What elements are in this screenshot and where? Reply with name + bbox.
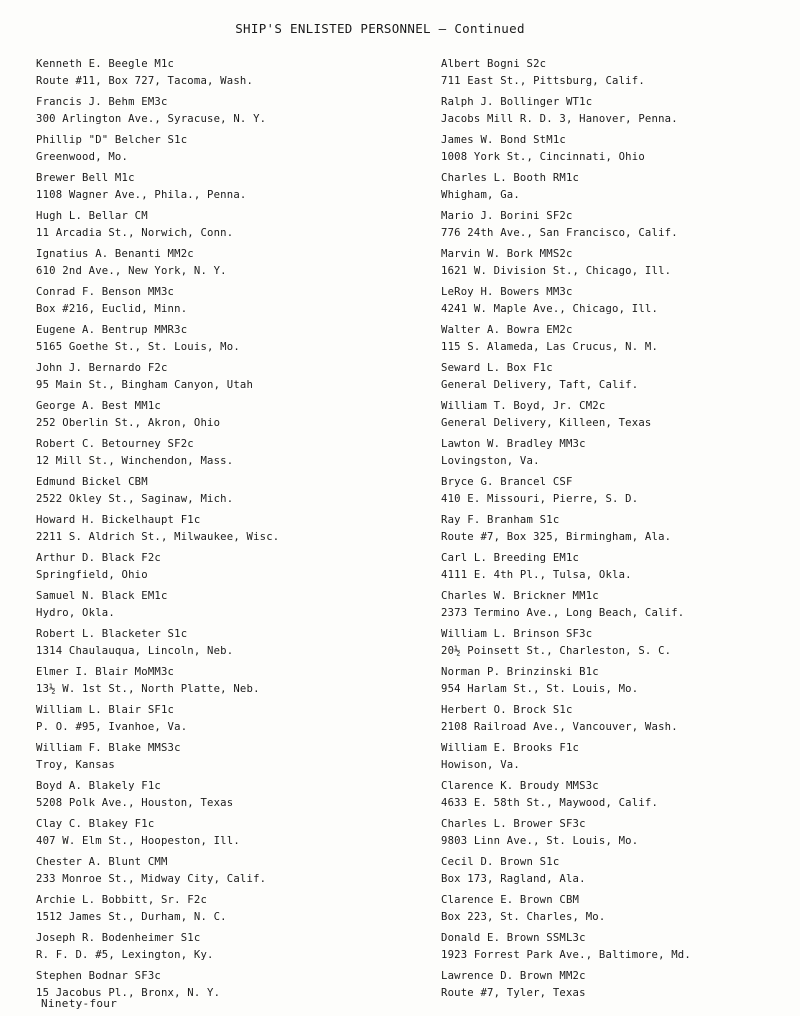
personnel-name: William E. Brooks F1c [441, 742, 580, 754]
personnel-entry [36, 436, 416, 470]
personnel-entry [441, 360, 800, 394]
personnel-entry [36, 740, 416, 774]
personnel-name: William F. Blake MMS3c [36, 742, 181, 754]
personnel-entry [441, 968, 800, 1002]
personnel-address: Troy, Kansas [36, 759, 115, 771]
personnel-name: Marvin W. Bork MMS2c [441, 248, 573, 260]
personnel-entry [441, 740, 800, 774]
personnel-address: 1108 Wagner Ave., Phila., Penna. [36, 189, 247, 201]
personnel-address: R. F. D. #5, Lexington, Ky. [36, 949, 214, 961]
personnel-address: 4633 E. 58th St., Maywood, Calif. [441, 797, 659, 809]
personnel-address: Box #216, Euclid, Minn. [36, 303, 188, 315]
personnel-entry [441, 398, 800, 432]
personnel-address: 2522 Okley St., Saginaw, Mich. [36, 493, 234, 505]
personnel-name: Albert Bogni S2c [441, 58, 547, 70]
personnel-address: 776 24th Ave., San Francisco, Calif. [441, 227, 678, 239]
personnel-address: 5208 Polk Ave., Houston, Texas [36, 797, 234, 809]
personnel-name: Howard H. Bickelhaupt F1c [36, 514, 201, 526]
personnel-name: Cecil D. Brown S1c [441, 856, 560, 868]
left-column [36, 56, 416, 1006]
personnel-entry [441, 284, 800, 318]
personnel-address: General Delivery, Killeen, Texas [441, 417, 652, 429]
personnel-entry [441, 132, 800, 166]
personnel-entry [441, 474, 800, 508]
personnel-address: Hydro, Okla. [36, 607, 115, 619]
personnel-address: 610 2nd Ave., New York, N. Y. [36, 265, 227, 277]
personnel-entry [36, 322, 416, 356]
personnel-address: 1923 Forrest Park Ave., Baltimore, Md. [441, 949, 691, 961]
personnel-address: 13½ W. 1st St., North Platte, Neb. [36, 683, 260, 695]
personnel-entry [441, 930, 800, 964]
personnel-entry [441, 208, 800, 242]
personnel-address: Lovingston, Va. [441, 455, 540, 467]
personnel-entry [36, 474, 416, 508]
personnel-entry [441, 94, 800, 128]
personnel-name: William T. Boyd, Jr. CM2c [441, 400, 606, 412]
personnel-name: Phillip "D" Belcher S1c [36, 134, 188, 146]
personnel-name: Clarence E. Brown CBM [441, 894, 580, 906]
personnel-address: 1621 W. Division St., Chicago, Ill. [441, 265, 672, 277]
personnel-address: General Delivery, Taft, Calif. [441, 379, 639, 391]
personnel-address: Howison, Va. [441, 759, 520, 771]
personnel-address: 300 Arlington Ave., Syracuse, N. Y. [36, 113, 267, 125]
personnel-name: Norman P. Brinzinski B1c [441, 666, 599, 678]
personnel-name: Charles W. Brickner MM1c [441, 590, 599, 602]
personnel-entry [36, 550, 416, 584]
personnel-address: 2108 Railroad Ave., Vancouver, Wash. [441, 721, 678, 733]
personnel-name: Elmer I. Blair MoMM3c [36, 666, 175, 678]
personnel-entry [36, 246, 416, 280]
personnel-address: 1008 York St., Cincinnati, Ohio [441, 151, 645, 163]
personnel-name: Charles L. Booth RM1c [441, 172, 580, 184]
personnel-address: 95 Main St., Bingham Canyon, Utah [36, 379, 254, 391]
personnel-address: 410 E. Missouri, Pierre, S. D. [441, 493, 639, 505]
personnel-address: 115 S. Alameda, Las Crucus, N. M. [441, 341, 659, 353]
personnel-entry [36, 132, 416, 166]
personnel-entry [36, 930, 416, 964]
personnel-address: 711 East St., Pittsburg, Calif. [441, 75, 645, 87]
personnel-address: 4241 W. Maple Ave., Chicago, Ill. [441, 303, 659, 315]
personnel-name: Robert L. Blacketer S1c [36, 628, 188, 640]
personnel-address: Route #7, Tyler, Texas [441, 987, 586, 999]
personnel-address: 12 Mill St., Winchendon, Mass. [36, 455, 234, 467]
personnel-entry [36, 398, 416, 432]
personnel-entry [36, 94, 416, 128]
personnel-entry [36, 360, 416, 394]
personnel-address: 1512 James St., Durham, N. C. [36, 911, 227, 923]
personnel-address: 4111 E. 4th Pl., Tulsa, Okla. [441, 569, 632, 581]
personnel-entry [441, 512, 800, 546]
personnel-address: 2373 Termino Ave., Long Beach, Calif. [441, 607, 685, 619]
personnel-entry [441, 246, 800, 280]
personnel-name: William L. Blair SF1c [36, 704, 175, 716]
personnel-address: 15 Jacobus Pl., Bronx, N. Y. [36, 987, 221, 999]
personnel-address: 407 W. Elm St., Hoopeston, Ill. [36, 835, 240, 847]
personnel-address: Springfield, Ohio [36, 569, 148, 581]
personnel-name: Brewer Bell M1c [36, 172, 135, 184]
personnel-name: George A. Best MM1c [36, 400, 161, 412]
personnel-name: Donald E. Brown SSML3c [441, 932, 586, 944]
personnel-entry [36, 664, 416, 698]
personnel-name: Robert C. Betourney SF2c [36, 438, 194, 450]
personnel-address: P. O. #95, Ivanhoe, Va. [36, 721, 188, 733]
personnel-entry [441, 854, 800, 888]
personnel-name: Ray F. Branham S1c [441, 514, 560, 526]
personnel-name: Joseph R. Bodenheimer S1c [36, 932, 201, 944]
personnel-entry [441, 170, 800, 204]
personnel-name: Lawton W. Bradley MM3c [441, 438, 586, 450]
personnel-name: Chester A. Blunt CMM [36, 856, 168, 868]
personnel-name: William L. Brinson SF3c [441, 628, 593, 640]
personnel-entry [441, 322, 800, 356]
personnel-name: Bryce G. Brancel CSF [441, 476, 573, 488]
personnel-name: Clay C. Blakey F1c [36, 818, 155, 830]
personnel-name: Carl L. Breeding EM1c [441, 552, 580, 564]
page-number: Ninety-four [41, 997, 118, 1010]
personnel-name: Hugh L. Bellar CM [36, 210, 148, 222]
personnel-address: Route #11, Box 727, Tacoma, Wash. [36, 75, 254, 87]
personnel-entry [36, 702, 416, 736]
personnel-address: Jacobs Mill R. D. 3, Hanover, Penna. [441, 113, 678, 125]
personnel-entry [36, 892, 416, 926]
personnel-address: 5165 Goethe St., St. Louis, Mo. [36, 341, 240, 353]
personnel-address: Route #7, Box 325, Birmingham, Ala. [441, 531, 672, 543]
personnel-name: LeRoy H. Bowers MM3c [441, 286, 573, 298]
personnel-entry [441, 664, 800, 698]
personnel-entry [36, 284, 416, 318]
personnel-address: 2211 S. Aldrich St., Milwaukee, Wisc. [36, 531, 280, 543]
personnel-name: Boyd A. Blakely F1c [36, 780, 161, 792]
personnel-entry [36, 208, 416, 242]
personnel-entry [441, 588, 800, 622]
personnel-address: 233 Monroe St., Midway City, Calif. [36, 873, 267, 885]
personnel-entry [441, 702, 800, 736]
personnel-address: Greenwood, Mo. [36, 151, 129, 163]
personnel-address: 252 Oberlin St., Akron, Ohio [36, 417, 221, 429]
personnel-name: Eugene A. Bentrup MMR3c [36, 324, 188, 336]
personnel-address: 9803 Linn Ave., St. Louis, Mo. [441, 835, 639, 847]
right-column [441, 56, 800, 1006]
personnel-entry [36, 588, 416, 622]
personnel-name: Conrad F. Benson MM3c [36, 286, 175, 298]
personnel-address: Whigham, Ga. [441, 189, 520, 201]
personnel-name: Stephen Bodnar SF3c [36, 970, 161, 982]
personnel-name: Ignatius A. Benanti MM2c [36, 248, 194, 260]
personnel-entry [36, 170, 416, 204]
personnel-address: 11 Arcadia St., Norwich, Conn. [36, 227, 234, 239]
personnel-name: Seward L. Box F1c [441, 362, 553, 374]
page-title: SHIP'S ENLISTED PERSONNEL — Continued [235, 21, 525, 36]
personnel-name: Charles L. Brower SF3c [441, 818, 586, 830]
personnel-name: Clarence K. Broudy MMS3c [441, 780, 599, 792]
personnel-entry [36, 854, 416, 888]
personnel-name: Mario J. Borini SF2c [441, 210, 573, 222]
personnel-address: 20½ Poinsett St., Charleston, S. C. [441, 645, 672, 657]
personnel-entry [36, 626, 416, 660]
personnel-entry [441, 56, 800, 90]
personnel-address: 954 Harlam St., St. Louis, Mo. [441, 683, 639, 695]
personnel-name: Archie L. Bobbitt, Sr. F2c [36, 894, 208, 906]
personnel-entry [36, 778, 416, 812]
personnel-entry [441, 626, 800, 660]
personnel-address: 1314 Chaulauqua, Lincoln, Neb. [36, 645, 234, 657]
personnel-name: John J. Bernardo F2c [36, 362, 168, 374]
personnel-name: Arthur D. Black F2c [36, 552, 161, 564]
personnel-entry [36, 56, 416, 90]
personnel-entry [441, 816, 800, 850]
personnel-address: Box 173, Ragland, Ala. [441, 873, 586, 885]
personnel-name: Walter A. Bowra EM2c [441, 324, 573, 336]
personnel-entry [441, 436, 800, 470]
personnel-name: Kenneth E. Beegle M1c [36, 58, 175, 70]
personnel-name: Edmund Bickel CBM [36, 476, 148, 488]
personnel-entry [36, 512, 416, 546]
personnel-name: Samuel N. Black EM1c [36, 590, 168, 602]
personnel-name: Francis J. Behm EM3c [36, 96, 168, 108]
personnel-entry [441, 778, 800, 812]
personnel-entry [36, 816, 416, 850]
personnel-name: Herbert O. Brock S1c [441, 704, 573, 716]
personnel-entry [441, 892, 800, 926]
personnel-name: Ralph J. Bollinger WT1c [441, 96, 593, 108]
personnel-address: Box 223, St. Charles, Mo. [441, 911, 606, 923]
personnel-entry [441, 550, 800, 584]
personnel-name: Lawrence D. Brown MM2c [441, 970, 586, 982]
personnel-name: James W. Bond StM1c [441, 134, 566, 146]
